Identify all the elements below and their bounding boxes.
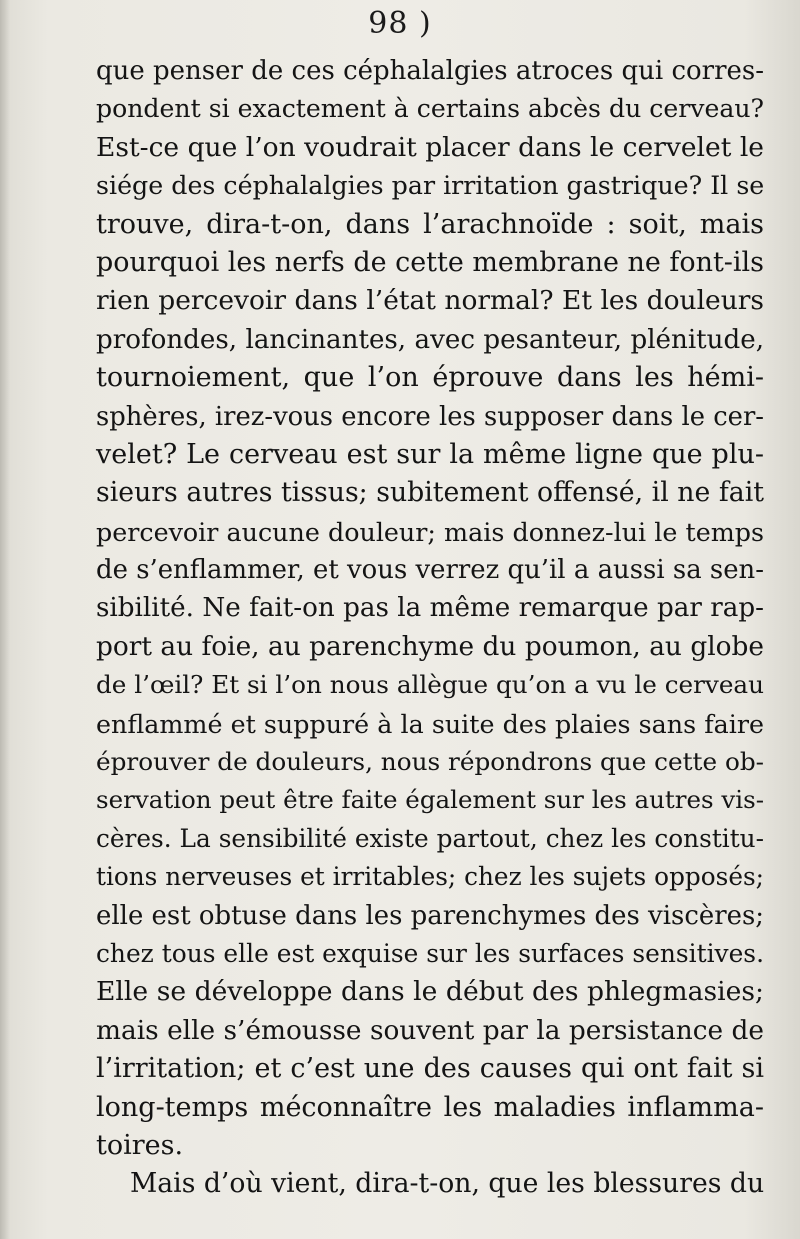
text-line: chez tous elle est exquise sur les surfaces sensitives. bbox=[96, 938, 764, 968]
text-line: l’irritation; et c’est une des causes qui ont fait si bbox=[96, 1053, 764, 1085]
text-line: port au foie, au parenchyme du poumon, au globe bbox=[96, 631, 764, 662]
text-line: mais elle s’émousse souvent par la persistance de bbox=[96, 1015, 764, 1046]
text-line: enflammé et suppuré à la suite des plaies sans faire bbox=[96, 708, 764, 739]
text-line: cères. La sensibilité existe partout, chez les constitu- bbox=[96, 823, 764, 853]
text-line: trouve, dira-t-on, dans l’arachnoïde : soit, mais bbox=[96, 208, 764, 240]
text-line: servation peut être faite également sur les autres vis- bbox=[96, 785, 764, 815]
text-line: percevoir aucune douleur; mais donnez-lui le temps bbox=[96, 516, 764, 547]
text-line: profondes, lancinantes, avec pesanteur, plénitude, bbox=[96, 324, 764, 355]
text-line: de l’œil? Et si l’on nous allègue qu’on a vu le cerveau bbox=[96, 670, 764, 700]
text-line: tournoiement, que l’on éprouve dans les hémi- bbox=[96, 362, 764, 394]
body-text bbox=[96, 52, 764, 1204]
text-line: siége des céphalalgies par irritation gastrique? Il se bbox=[96, 171, 765, 201]
text-line: sphères, irez-vous encore les supposer dans le cer- bbox=[96, 401, 764, 432]
text-line: que penser de ces céphalalgies atroces qui corres- bbox=[96, 56, 764, 86]
text-line: Mais d’où vient, dira-t-on, que les blessures du bbox=[130, 1168, 765, 1200]
text-line: sibilité. Ne fait-on pas la même remarque par rap- bbox=[96, 593, 764, 624]
text-line: long-temps méconnaître les maladies inflamma- bbox=[96, 1091, 764, 1123]
text-line: Elle se développe dans le début des phlegmasies; bbox=[96, 976, 764, 1008]
text-line: éprouver de douleurs, nous répondrons que cette ob- bbox=[96, 747, 764, 777]
text-line: toires. bbox=[96, 1129, 184, 1161]
text-line: rien percevoir dans l’état normal? Et les douleurs bbox=[96, 285, 764, 317]
text-line: pondent si exactement à certains abcès du cerveau? bbox=[96, 94, 764, 124]
text-line: Est-ce que l’on voudrait placer dans le cervelet le bbox=[96, 131, 764, 163]
page-spine-shadow bbox=[0, 0, 10, 1239]
text-line: de s’enflammer, et vous verrez qu’il a aussi sa sen- bbox=[96, 555, 764, 586]
text-line: velet? Le cerveau est sur la même ligne que plu- bbox=[96, 438, 764, 470]
text-line: sieurs autres tissus; subitement offensé, il ne fait bbox=[96, 477, 764, 509]
text-line: tions nerveuses et irritables; chez les sujets opposés; bbox=[96, 862, 764, 892]
text-line: pourquoi les nerfs de cette membrane ne font-ils bbox=[96, 246, 764, 278]
page-header: 98 ) bbox=[368, 6, 432, 41]
text-line: elle est obtuse dans les parenchymes des viscères; bbox=[96, 900, 764, 931]
